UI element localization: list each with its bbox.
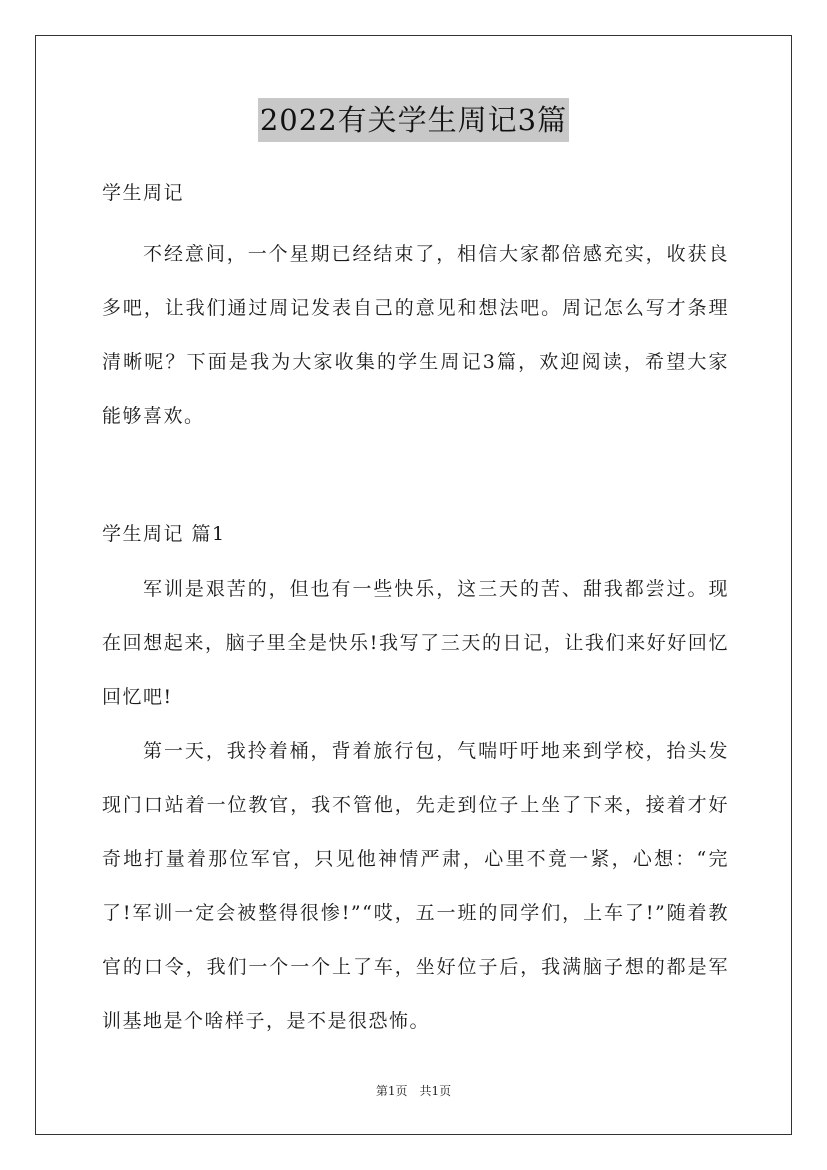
paragraph: 军训是艰苦的，但也有一些快乐，这三天的苦、甜我都尝过。现在回想起来，脑子里全是快乐!我写了三天的日记，让我们来好好回忆回忆吧! <box>102 578 729 708</box>
page-total: 共1页 <box>419 1084 452 1098</box>
title-container <box>0 98 827 142</box>
section-heading: 学生周记 篇1 <box>102 523 226 545</box>
page-footer <box>0 1082 827 1099</box>
paragraph: 第一天，我拎着桶，背着旅行包，气喘吁吁地来到学校，抬头发现门口站着一位教官，我不管他，先走到位子上坐了下来，接着才好奇地打量着那位军官，只见他神情严肃，心里不竟一紧，心想：“完了!军训一定会被整得很惨!”“哎，五一班的同学们，上车了!”随着教官的口令，我们一个一个上了车，坐好位子后，我满脑子想的都是军训基地是个啥样子，是不是很恐怖。 <box>102 740 729 1032</box>
section-heading: 学生周记 <box>102 182 185 204</box>
paragraph-intro: 不经意间，一个星期已经结束了，相信大家都倍感充实，收获良多吧，让我们通过周记发表自己的意见和想法吧。周记怎么写才条理清晰呢？下面是我为大家收集的学生周记3篇，欢迎阅读，希望大家能够喜欢。 <box>102 243 729 427</box>
page-number: 第1页 <box>375 1084 408 1098</box>
document-body <box>102 171 729 1048</box>
document-title: 2022有关学生周记3篇 <box>258 98 569 142</box>
